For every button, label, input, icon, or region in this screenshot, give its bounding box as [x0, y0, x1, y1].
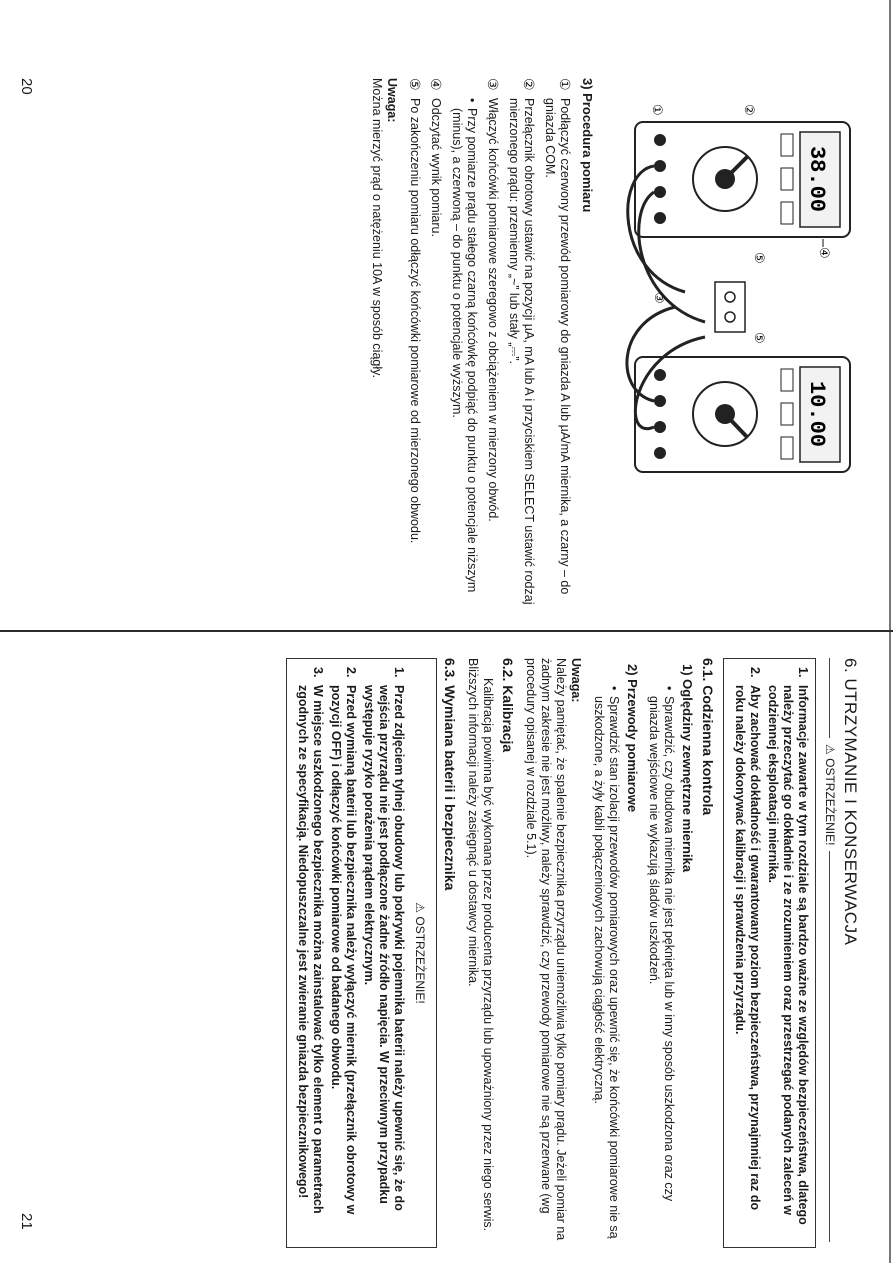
meter-1-display: 38.00	[804, 145, 829, 213]
dc-polarity-bullet: • Przy pomiarze prądu stałego czarną końcówkę podpiąć do punktu o potencjale niższym (minus), a czerwoną – do punktu o potencjale wyższym.	[450, 98, 479, 593]
note-label: Uwaga:	[385, 78, 399, 123]
warning-item: 3. W miejsce uszkodzonego bezpiecznika można zainstalować tylko element o parametrach zgodnych ze specyfikacją. Niedopuszczalne jest zwieranie gniazda bezpiecznikowego!	[296, 667, 325, 1214]
warning-triangle-icon: ⚠	[823, 744, 837, 755]
step-3: ③ Włączyć końcówki pomiarowe szeregowo z obciążeniem w mierzony obwód.	[485, 78, 501, 522]
warning-item: 1. Przed zdjęciem tylnej obudowy lub pokrywki pojemnika baterii należy upewnić się, że do wejścia przyrządu nie jest podłączone żadne źródło napięcia. W przeciwnym przypadku występuje ryzyko porażenia prądem elektrycznym.	[362, 667, 406, 1211]
right-page	[0, 638, 893, 1263]
callout-5a: ⑤	[751, 252, 766, 264]
note-label: Uwaga:	[569, 658, 583, 703]
meter-2	[635, 357, 850, 472]
callout-5b: ⑤	[751, 332, 766, 344]
maintenance-chapter	[286, 658, 858, 1248]
procedure-heading: 3) Procedura pomiaru	[580, 78, 595, 213]
step-5: ⑤ Po zakończeniu pomiaru odłączyć końcówki pomiarowe od mierzonego obwodu.	[407, 78, 423, 544]
page-number: 20	[18, 78, 35, 95]
note-text: Należy pamiętać, że spalenie bezpiecznika przyrządu uniemożliwia tylko pomiary prądu. Jeżeli pomiar na żadnym zakresie nie jest możliwy, należy sprawdzić, czy przewody pomiarowe nie są przerwane (wg procedury opisanej w rozdziale 5.1).	[524, 658, 568, 1241]
multimeter-illustration	[605, 92, 865, 512]
meter-2-display: 10.00	[804, 380, 829, 448]
subsection-leads: 2) Przewody pomiarowe	[625, 664, 640, 813]
inspection-bullet: • Sprawdzić, czy obudowa miernika nie jest pęknięta lub w inny sposób uszkodzona oraz czy gniazda wejściowe nie wykazują śladów uszkodzeń.	[647, 686, 676, 1202]
calibration-text: Kalibracja powinna być wykonana przez producenta przyrządu lub upoważniony przez niego serwis. Bliższych informacji należy zasięgnąć u dostawcy miernika.	[466, 658, 495, 1232]
warning-item: 2. Aby zachować dokładność i gwarantowany poziom bezpieczeństwa, przynajmniej raz do roku należy dokonywać kalibracji i sprawdzenia przyrządu.	[733, 667, 762, 1211]
chapter-title: 6. UTRZYMANIE I KONSERWACJA	[841, 658, 860, 946]
warning-item: 2. Przed wymianą baterii lub bezpiecznika należy wyłączyć miernik (przełącznik obrotowy w pozycji OFF) i odłączyć końcówki pomiarowe od badanego obwodu.	[329, 667, 358, 1215]
callout-2: ②	[741, 104, 756, 116]
warning-header-2: ⚠ OSTRZEŻENIE!	[413, 902, 427, 1004]
warning-item: 1. Informacje zawarte w tym rozdziale są bardzo ważne ze względów bezpieczeństwa, dlatego należy przeczytać go dokładnie i ze zrozumieniem oraz przestrzegać podanych zaleceń w codziennej eksploatacji miernika.	[766, 667, 810, 1225]
note-text: Można mierzyć prąd o natężeniu 10A w sposób ciągły.	[370, 78, 384, 378]
page-divider	[0, 630, 893, 632]
step-1: ① Podłączyć czerwony przewód pomiarowy do gniazda A lub µA/mA miernika, a czarny – do gniazda COM.	[543, 78, 573, 595]
left-page	[0, 0, 893, 625]
callout-4: ④	[816, 247, 831, 259]
subsection-inspection: 1) Oględziny zewnętrzne miernika	[680, 664, 695, 873]
page-number: 21	[18, 1213, 35, 1230]
procedure-section	[369, 78, 595, 618]
warning-box-2	[286, 658, 437, 1248]
section-6-1-title: 6.1. Codzienna kontrola	[700, 658, 716, 816]
step-4: ④ Odczytać wynik pomiaru.	[428, 78, 444, 237]
warning-triangle-icon: ⚠	[413, 902, 427, 914]
callout-1: ①	[649, 104, 664, 116]
meter-1	[635, 122, 850, 237]
warning-box	[723, 658, 816, 1248]
test-leads	[627, 166, 745, 429]
section-6-3-title: 6.3. Wymiana baterii i bezpiecznika	[442, 658, 458, 891]
leads-bullet: • Sprawdzić stan izolacji przewodów pomiarowych oraz upewnić się, że końcówki pomiarowe nie są uszkodzone, a żyły kabli połączeniowych zachowują ciągłość elektryczną.	[592, 686, 621, 1239]
step-2: ② Przełącznik obrotowy ustawić na pozycji µA, mA lub A i przyciskiem SELECT ustawić rodzaj mierzonego prądu: przemienny „~” lub stały „⎓”.	[507, 78, 537, 605]
callout-3: ③	[651, 292, 666, 304]
section-6-2-title: 6.2. Kalibracja	[500, 658, 516, 753]
warning-header: ⚠ OSTRZEŻENIE!	[822, 658, 837, 1248]
